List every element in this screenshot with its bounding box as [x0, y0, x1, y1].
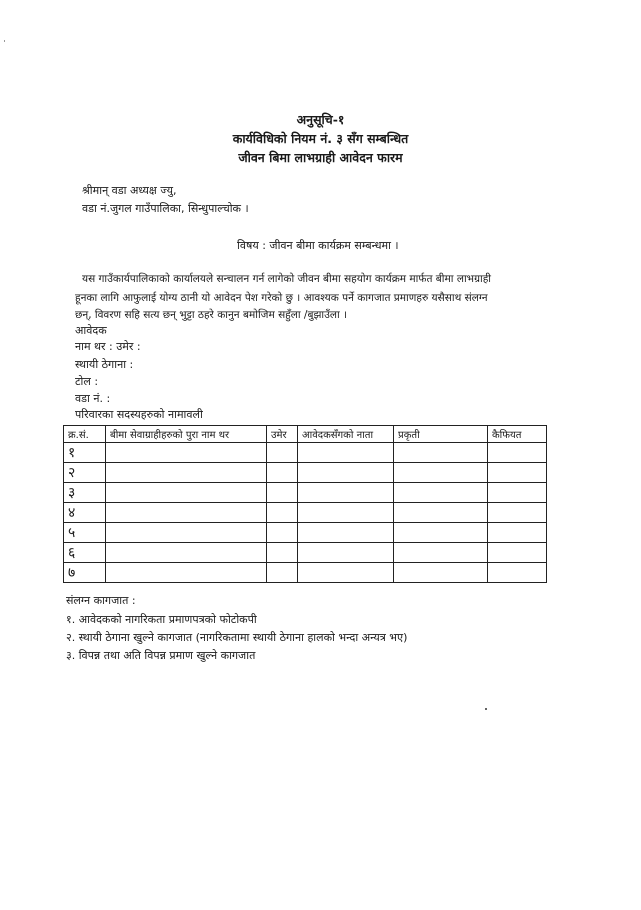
attachment-item: १. आवेदकको नागरिकता प्रमाणपत्रको फोटोकपी — [66, 613, 257, 626]
relation-cell[interactable] — [298, 463, 394, 483]
col-serial: क्र.सं. — [64, 426, 106, 443]
row-serial: २ — [64, 463, 106, 483]
nature-cell[interactable] — [394, 503, 488, 523]
nature-cell[interactable] — [394, 563, 488, 583]
table-row — [64, 483, 547, 503]
nature-cell[interactable] — [394, 443, 488, 463]
row-serial: ७ — [64, 563, 106, 583]
attachment-item: २. स्थायी ठेगाना खुल्ने कागजात (नागरिकतामा स्थायी ठेगाना हालको भन्दा अन्यत्र भए) — [66, 631, 408, 644]
body-line-1: यस गाउँकार्यपालिकाको कार्यालयले सन्चालन गर्न लागेको जीवन बीमा सहयोग कार्यक्रम मार्फत बीमा लाभग्राही — [82, 273, 491, 285]
name-cell[interactable] — [106, 503, 267, 523]
remarks-cell[interactable] — [488, 463, 547, 483]
body-line-2: हूनका लागि आफुलाई योग्य ठानी यो आवेदन पेश गरेको छु । आवश्यक पर्ने कागजात प्रमाणहरु यसैसाथ संलग्न — [75, 292, 488, 304]
family-members-table — [63, 425, 547, 583]
form-title: जीवन बिमा लाभग्राही आवेदन फारम — [238, 150, 403, 165]
remarks-cell[interactable] — [488, 443, 547, 463]
row-serial: ३ — [64, 483, 106, 503]
nature-cell[interactable] — [394, 463, 488, 483]
body-line-3: छन्, विवरण सहि सत्य छन् भुट्टा ठहरे कानुन बमोजिम सहुँला /बुझाउँला । — [75, 309, 348, 321]
table-header-row — [64, 426, 547, 443]
relation-cell[interactable] — [298, 443, 394, 463]
age-cell[interactable] — [267, 443, 298, 463]
relation-cell[interactable] — [298, 483, 394, 503]
age-cell[interactable] — [267, 543, 298, 563]
remarks-cell[interactable] — [488, 523, 547, 543]
age-cell[interactable] — [267, 503, 298, 523]
relation-cell[interactable] — [298, 503, 394, 523]
remarks-cell[interactable] — [488, 503, 547, 523]
name-cell[interactable] — [106, 483, 267, 503]
row-serial: १ — [64, 443, 106, 463]
col-remarks: कैफियत — [488, 426, 547, 443]
age-cell[interactable] — [267, 463, 298, 483]
tole-field: टोल : — [75, 375, 99, 388]
age-cell[interactable] — [267, 523, 298, 543]
rule-reference: कार्यविधिको नियम नं. ३ सँग सम्बन्धित — [232, 131, 409, 146]
remarks-cell[interactable] — [488, 543, 547, 563]
family-heading: परिवारका सदस्यहरुको नामावली — [75, 408, 203, 421]
name-cell[interactable] — [106, 443, 267, 463]
age-cell[interactable] — [267, 563, 298, 583]
col-relation: आवेदकसँगको नाता — [298, 426, 394, 443]
address-line-2: वडा नं.जुगल गाउँपालिका, सिन्धुपाल्चोक । — [82, 202, 249, 215]
address-line-1: श्रीमान् वडा अध्यक्ष ज्यु, — [82, 184, 177, 197]
attachment-item: ३. विपन्न तथा अति विपन्न प्रमाण खुल्ने कागजात — [66, 649, 256, 662]
applicant-heading: आवेदक — [75, 324, 107, 337]
name-age-field: नाम थर : उमेर : — [75, 340, 141, 353]
col-nature: प्रकृती — [394, 426, 488, 443]
table-row — [64, 563, 547, 583]
row-serial: ६ — [64, 543, 106, 563]
permanent-address-field: स्थायी ठेगाना : — [75, 358, 134, 371]
col-full-name: बीमा सेवाग्राहीहरुको पुरा नाम थर — [106, 426, 267, 443]
nature-cell[interactable] — [394, 483, 488, 503]
relation-cell[interactable] — [298, 563, 394, 583]
subject-line: विषय : जीवन बीमा कार्यक्रम सम्बन्धमा । — [237, 239, 399, 252]
page-edge-mark — [4, 40, 5, 42]
row-serial: ४ — [64, 503, 106, 523]
name-cell[interactable] — [106, 543, 267, 563]
relation-cell[interactable] — [298, 543, 394, 563]
name-cell[interactable] — [106, 523, 267, 543]
remarks-cell[interactable] — [488, 563, 547, 583]
name-cell[interactable] — [106, 463, 267, 483]
relation-cell[interactable] — [298, 523, 394, 543]
table-row — [64, 443, 547, 463]
table-row — [64, 463, 547, 483]
age-cell[interactable] — [267, 483, 298, 503]
table-row — [64, 523, 547, 543]
name-cell[interactable] — [106, 563, 267, 583]
stray-mark — [485, 708, 487, 710]
attachments-heading: संलग्न कागजात : — [66, 594, 136, 607]
nature-cell[interactable] — [394, 543, 488, 563]
table-row — [64, 503, 547, 523]
annex-label: अनुसूचि-१ — [296, 112, 345, 127]
col-age: उमेर — [267, 426, 298, 443]
ward-field: वडा नं. : — [75, 392, 111, 405]
nature-cell[interactable] — [394, 523, 488, 543]
remarks-cell[interactable] — [488, 483, 547, 503]
table-row — [64, 543, 547, 563]
row-serial: ५ — [64, 523, 106, 543]
